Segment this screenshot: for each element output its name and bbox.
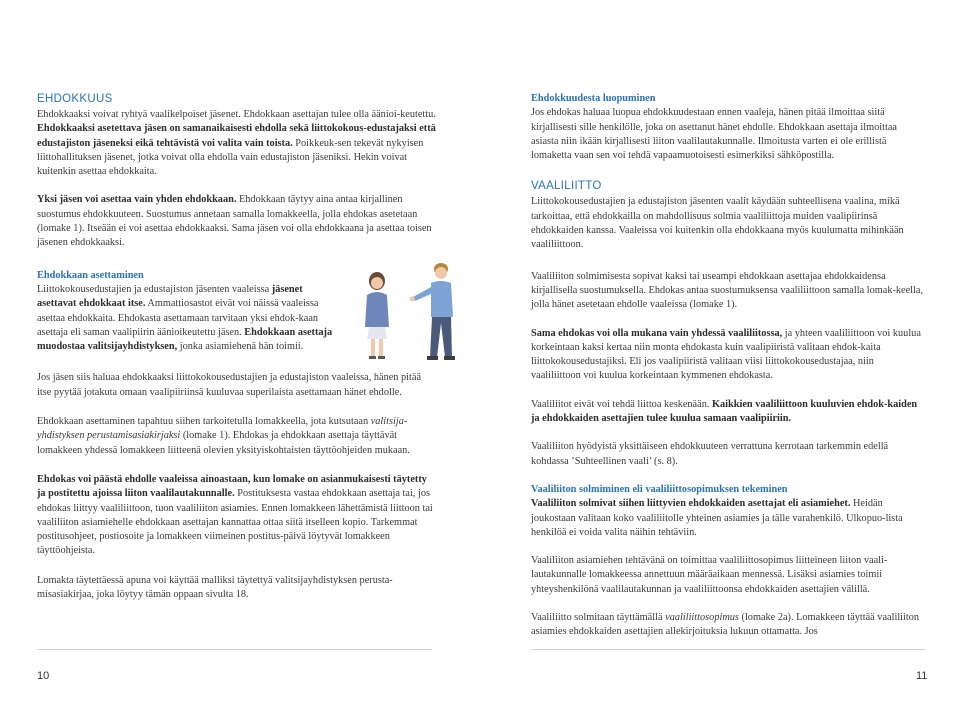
left-column [37,92,437,602]
paragraph: Vaaliliiton solmimisesta sopivat kaksi tai useampi ehdokkaan asettajaa ehdokkaidensa kirjallisella suostumuksella. Ehdokas antaa suostumuksensa vaaliliittoon samalla lomak-keella, jolla hänet asetetaan ehdolle vaaleissa (lomake 1). [531,270,924,311]
page-number: 10 [37,670,50,682]
text-normal: Ehdokkaaksi voivat ryhtyä vaalikelpoiset jäsenet. Ehdokkaan asettajan tulee olla äänioi-keutettu. [37,109,436,120]
text-bold: Kaikkien vaaliliittoon kuuluvien ehdok-kaiden ja ehdokkaiden asettajien tulee kuulua samaan vaalipiiriin. [531,398,918,425]
paragraph [37,473,437,559]
text-normal: Vaaliliitot eivät voi tehdä liittoa keskenään. [531,398,712,410]
paragraph [37,193,437,250]
text-italic: vaaliliittosopimus [665,612,739,624]
text-normal: Liittokokousedustajien ja edustajiston jäsenten vaaleissa [37,283,272,295]
subheading-ehdokkaan-asettaminen: Ehdokkaan asettaminen [37,269,144,281]
heading-ehdokkuus: EHDOKKUUS [37,93,113,105]
text-bold: Yksi jäsen voi asettaa vain yhden ehdokkaan. [37,194,237,206]
paragraph [531,611,926,640]
footer-divider [37,649,432,650]
text-bold: Sama ehdokas voi olla mukana vain yhdessä vaaliliitossa, [531,327,783,339]
text-normal: (lomake 2a). Lomakkeen täyttää vaaliliiton asiamies ehdokkaiden asettajien allekirjoituksia lukuun ottamatta. Jos [531,612,920,638]
paragraph [531,398,926,427]
text-normal: Poikkeuk-sen tekevät nykyisen liittohallituksen jäsenet, jotka voivat olla ehdolla vain edustajiston jäseniksi. Hekin voivat kuitenkin asettaa ehdokkaita. [37,137,424,178]
subheading-vaaliliiton-solmiminen: Vaaliliiton solmiminen eli vaaliliittosopimuksen tekeminen [531,483,788,495]
text-normal: Heidän joukostaan valitaan koko vaaliliitolle yhteinen asiamies ja tälle varahenkilö. Ulkopuo-lista henkilöä ei voida valita näihin tehtäviin. [531,498,903,538]
paragraph [37,415,437,458]
footer-divider [531,649,926,650]
text-bold: Ehdokkaan asettaja muodostaa valitsijayhdistyksen, [37,326,333,353]
text-normal: Postituksesta vastaa ehdokkaan asettaja tai, jos ehdokas liittyy vaaliliittoon, tuon vaaliliiton asiamies. Ennen lomakkeen lähettämistä liittoon tai vaaliliiton asiamiehelle ehdokkaan asettajan kannattaa ottaa siitä itselleen kopio. Tarkemmat postitusohjeet, postiosoite ja lomakkeen viimeinen postitus-päivä löytyvät lomakkeen täyttöohjeista. [37,488,433,557]
text-bold: Ehdokas voi päästä ehdolle vaaleissa ainoastaan, kun lomake on asianmukaisesti täytetty ja postitettu ajoissa liiton vaalilautakunnalle. [37,473,427,500]
paragraph: Jos ehdokas haluaa luopua ehdokkuudestaan ennen vaaleja, hänen pitää ilmoittaa siitä kirjallisesti sille henkilölle, joka on asettanut hänet ehdolle. Ehdokkaan asettaja ilmoittaa asiasta niin ikään kirjallisesti liiton vaalilautakunnalle. Ilmoitusta varten ei ole erillistä lomaketta vaan sen voi tehdä vapaamuotoisesti esimerkiksi sähköpostilla. [531,107,898,162]
text-bold: jäsenet asettavat ehdokkaat itse. [37,283,303,310]
paragraph [531,497,926,540]
text-normal: Ehdokkaan täytyy aina antaa kirjallinen suostumus ehdokkuuteen. Suostumus annetaan samalla lomakkeella, jolla ehdokas asetetaan (lomake 1). Itseään ei voi asettaa ehdokkaaksi. Sama jäsen voi olla ehdokkaana ja asettaa toisen jäsenen ehdokkaaksi. [37,194,432,249]
paragraph [37,283,337,354]
text-bold: Ehdokkaaksi asetettava jäsen on samanaikaisesti ehdolla sekä liittokokous-edustajaksi että edustajiston jäseneksi eikä tehtävistä voi valita vain toista. [37,123,436,149]
text-normal: Vaaliliitto solmitaan täyttämällä [531,612,666,624]
right-column [531,92,926,640]
paragraph: Jos jäsen siis haluaa ehdokkaaksi liittokokousedustajien ja edustajiston vaaleissa, hänen pitää itse pyytää jotakuta omaan vaalipiiriinsä kuuluvaa superilaista asettamaan hänet ehdolle. [37,372,422,398]
text-normal: (lomake 1). Ehdokas ja ehdokkaan asettaja täyttävät lomakkeen yhdessä lomakkeen liitteenä olevien yksityiskohtaisten täyttöohjeiden mukaan. [37,430,410,456]
subheading-ehdokkuudesta-luopuminen: Ehdokkuudesta luopuminen [531,93,656,104]
paragraph: Lomakta täytettäessä apuna voi käyttää malliksi täytettyä valitsijayhdistyksen perusta-misasiakirjaa, joka löytyy tämän oppaan sivulta 18. [37,574,393,601]
text-normal: jonka asiamiehenä hän toimii. [177,341,304,353]
paragraph: Liittokokousedustajien ja edustajiston jäsenten vaalit käydään suhteellisena vaalina, mikä tarkoittaa, että ehdokkailla on mahdollisuus solmia vaaliliittoja muiden vaalipiirinsä ehdokkaiden kanssa. Vaaleissa voi kuitenkin olla ehdokkaana myös kuulumatta mihinkään vaaliliittoon. [531,196,904,251]
woman-figure [365,272,389,359]
paragraph [37,108,437,179]
heading-vaaliliitto: VAALILIITTO [531,180,602,193]
paragraph: Vaaliliiton asiamiehen tehtävänä on toimittaa vaaliliittosopimus liitteineen liiton vaali-lautakunnalle lomakkeessa annettuun määräaikaan mennessä. Lisäksi asiamies toimii yhteyshenkilönä vaalilautakunnan ja vaaliliittoonsa ehdokkaiden asettajien välillä. [531,555,888,595]
text-normal: ja yhteen vaaliliittoon voi kuulua korkeintaan kaksi kertaa niin monta ehdokasta kuin vaalipiiristä valitaan ehdok-kaita liittokokousedustajiksi. Eli jos vaalipiiristä valitaan viisi liittokokousedustajaa, niin vaaliliittoon voi kuulua korkeintaan kymmenen ehdokasta. [531,327,921,382]
text-normal: Ammattiosastot eivät voi näissä vaaleissa asettaa ehdokkaita. Ehdokasta asettamaan tarvitaan yksi ehdok-kaan asettaja eli saman vaalipiirin äänioikeutettu jäsen. [37,298,319,338]
paragraph: Vaaliliiton hyödyistä yksittäiseen ehdokkuuteen verrattuna kerrotaan tarkemmin edellä kohdassa ’Suhteellinen vaali’ (s. 8). [531,441,889,467]
left-page [0,0,479,701]
people-illustration [355,261,467,365]
man-figure [410,263,456,360]
right-page [480,0,959,701]
page-number: 11 [916,670,928,682]
text-bold: Vaaliliiton solmivat siihen liittyvien ehdokkaiden asettajat eli asiamiehet. [531,498,851,510]
illustration-section [37,269,437,355]
paragraph [531,327,926,384]
text-italic: valitsija-yhdistyksen perustamisasiakirjaksi [37,416,408,442]
text-normal: Ehdokkaan asettaminen tapahtuu siihen tarkoitetulla lomakkeella, jota kutsutaan [37,416,371,428]
